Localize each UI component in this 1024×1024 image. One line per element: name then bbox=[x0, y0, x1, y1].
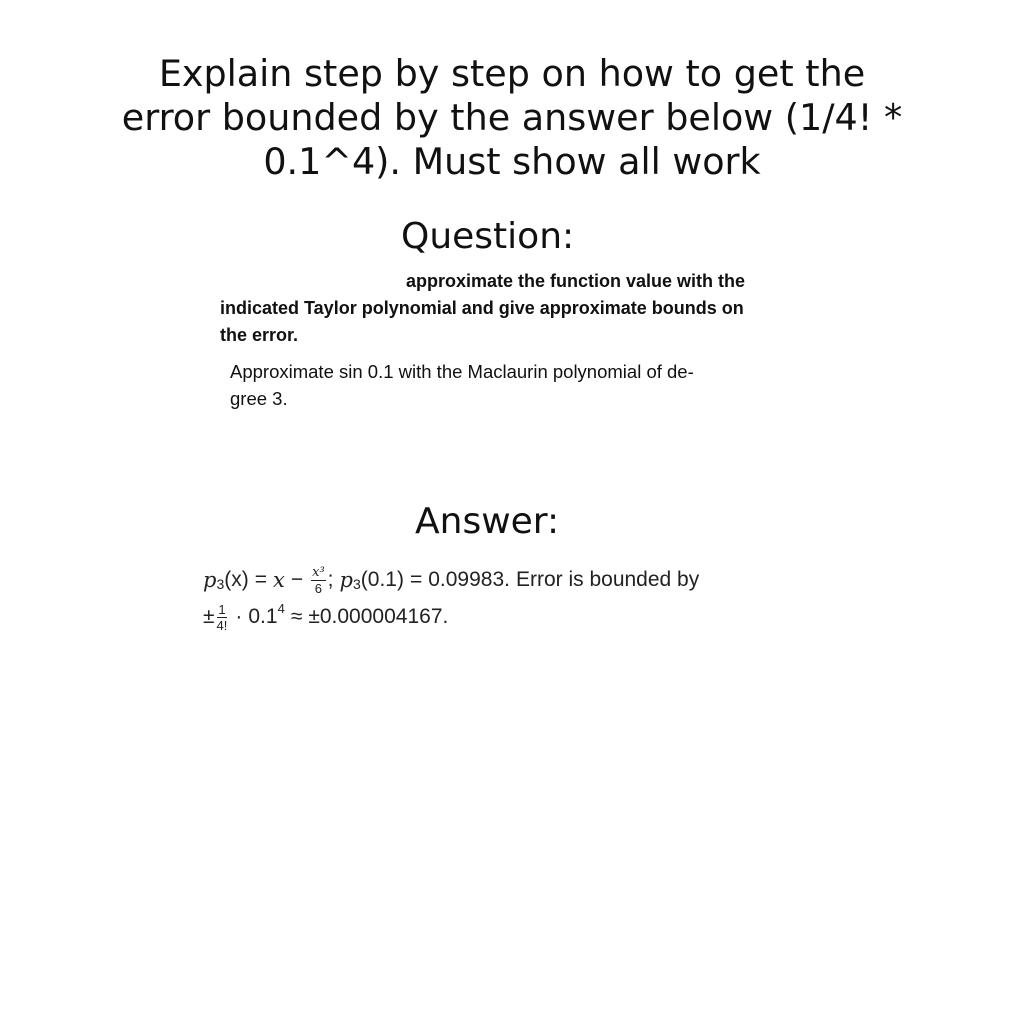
answer-line-2 bbox=[203, 597, 843, 637]
equals-sign: = bbox=[254, 568, 268, 591]
semicolon: ; bbox=[327, 568, 334, 591]
error-result: ±0.000004167. bbox=[308, 605, 449, 628]
prompt-line-1: Explain step by step on how to get the bbox=[158, 52, 866, 95]
poly-subscript-eval: 3 bbox=[352, 576, 361, 592]
prompt-line-2: error bounded by the answer below (1/4! * bbox=[121, 96, 903, 139]
poly-name-eval: p bbox=[339, 568, 353, 592]
fraction-denominator: 6 bbox=[314, 580, 323, 596]
eval-value: 0.09983. bbox=[428, 568, 510, 591]
question-problem bbox=[230, 358, 790, 412]
answer-heading: Answer: bbox=[415, 501, 560, 542]
instruction-line-1: approximate the function value with the bbox=[406, 271, 746, 291]
fraction2-numerator: 1 bbox=[218, 601, 226, 617]
instruction-line-3: the error. bbox=[220, 325, 299, 345]
instruction-line-2: indicated Taylor polynomial and give approximate bounds on bbox=[220, 298, 744, 318]
power-exponent: 4 bbox=[277, 600, 285, 616]
eval-arg: (0.1) bbox=[360, 568, 404, 591]
problem-line-1: Approximate sin 0.1 with the Maclaurin polynomial of de- bbox=[230, 361, 694, 382]
multiply-dot: · bbox=[235, 605, 243, 628]
prompt-text bbox=[80, 52, 944, 184]
question-heading: Question: bbox=[401, 216, 575, 257]
plus-minus-sign: ± bbox=[203, 605, 215, 628]
answer-body bbox=[203, 560, 843, 637]
problem-line-2: gree 3. bbox=[230, 388, 288, 409]
answer-line-1 bbox=[203, 560, 843, 600]
poly-subscript: 3 bbox=[216, 576, 225, 592]
equals-sign-eval: = bbox=[409, 568, 423, 591]
question-instruction bbox=[220, 268, 790, 349]
fraction-1-over-4-factorial bbox=[217, 603, 228, 632]
power-base: 0.1 bbox=[248, 605, 278, 628]
poly-name: p bbox=[203, 568, 217, 592]
poly-var: (x) bbox=[224, 568, 249, 591]
fraction-x3-over-6 bbox=[311, 566, 326, 595]
bound-text: Error is bounded by bbox=[515, 568, 700, 591]
fraction2-denominator: 4! bbox=[216, 617, 228, 633]
minus-sign: − bbox=[290, 568, 304, 591]
fraction-numerator: x³ bbox=[312, 564, 325, 580]
approx-sign: ≈ bbox=[290, 605, 303, 628]
prompt-line-3: 0.1^4). Must show all work bbox=[263, 140, 761, 183]
term-x: x bbox=[273, 568, 285, 592]
